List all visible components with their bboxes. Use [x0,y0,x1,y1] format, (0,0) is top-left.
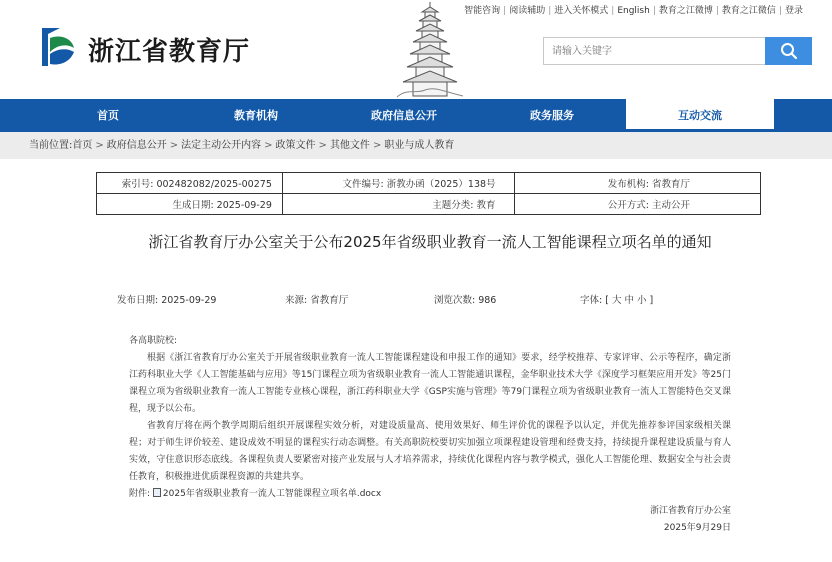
breadcrumb-item-gov-info[interactable]: 政府信息公开 [106,140,167,151]
info-doc-no: 文件编号: 浙教办函（2025）138号 [282,173,514,194]
attachment-label: 附件: [129,489,151,499]
top-link-weibo[interactable]: 教育之江微博 [658,6,713,16]
search-input[interactable] [543,37,765,65]
top-link-reading-aid[interactable]: 阅读辅助 [509,6,546,16]
document-info-table [96,172,761,215]
info-open-mode: 公开方式: 主动公开 [514,194,760,215]
breadcrumb-item-other[interactable]: 其他文件 [329,140,370,151]
pagoda-illustration-icon [395,0,465,99]
breadcrumb-item-policy[interactable]: 政策文件 [275,140,316,151]
breadcrumb-item-vocational[interactable]: 职业与成人教育 [384,140,455,151]
article-body [129,333,731,537]
site-name[interactable]: 浙江省教育厅 [88,37,251,67]
site-logo-icon[interactable] [34,24,80,70]
article-salutation: 各高职院校: [129,336,178,346]
nav-item-institutions[interactable]: 教育机构 [234,109,278,122]
nav-item-interaction[interactable]: 互动交流 [626,99,774,132]
search-button[interactable] [765,37,812,65]
article-title: 浙江省教育厅办公室关于公布2025年省级职业教育一流人工智能课程立项名单的通知 [148,233,712,251]
article-publish-date: 发布日期: 2025-09-29 [117,295,217,306]
info-topic: 主题分类: 教育 [282,194,514,215]
article-paragraph: 省教育厅将在两个教学周期后组织开展课程实效分析，对建设质量高、使用效果好、师生评价优的课程予以认定，并优先推荐参评国家级相关课程；对于师生评价较差、建设成效不明显的课程实行动态调整。有关高职院校要切实加强立项课程建设管理和经费支持，持续提升课程建设质量与育人实效，守住意识形态底线。各课程负责人要紧密对接产业发展与人才培养需求，持续优化课程内容与教学模式，强化人工智能伦理、数据安全与社会责任教育，积极推进优质课程资源的共建共享。 [129,421,731,482]
info-created-date: 生成日期: 2025-09-29 [97,194,283,215]
info-issuer: 发布机构: 省教育厅 [514,173,760,194]
article-source: 来源: 省教育厅 [285,295,349,306]
main-nav [0,99,832,132]
document-icon [153,488,161,497]
breadcrumb-item-home[interactable]: 首页 [72,140,93,151]
top-link-care-mode[interactable]: 进入关怀模式 [554,6,609,16]
article-views: 浏览次数: 986 [434,295,497,306]
breadcrumb-prefix: 当前位置: [29,140,73,151]
top-link-smart-consult[interactable]: 智能咨询 [464,6,501,16]
nav-item-gov-info[interactable]: 政府信息公开 [371,109,437,122]
attachment-line [129,486,731,503]
top-utility-links: 智能咨询 | 阅读辅助 | 进入关怀模式 | English | 教育之江微博 | 教育之江微信 | 登录 [461,3,806,16]
breadcrumb-item-statutory[interactable]: 法定主动公开内容 [181,140,262,151]
site-header [0,0,832,99]
font-size-switcher[interactable]: 字体: [ 大 中 小 ] [580,295,654,306]
info-index-no: 索引号: 002482082/2025-00275 [97,173,283,194]
attachment-link[interactable]: 2025年省级职业教育一流人工智能课程立项名单.docx [162,489,382,499]
top-link-english[interactable]: English [617,6,650,16]
signature-org: 浙江省教育厅办公室 [649,506,731,516]
article-paragraph: 根据《浙江省教育厅办公室关于开展省级职业教育一流人工智能课程建设和申报工作的通知》要求，经学校推荐、专家评审、公示等程序，确定浙江药科职业大学《人工智能基础与应用》等15门课程立项为省级职业教育一流人工智能通识课程，金华职业技术大学《深度学习框架应用开发》等25门课程立项为省级职业教育一流人工智能专业核心课程，浙江药科职业大学《GSP实施与管理》等79门课程立项为省级职业教育一流人工智能特色交叉课程，现予以公布。 [129,353,731,414]
top-link-login[interactable]: 登录 [784,6,803,16]
breadcrumb: 当前位置:首页 > 政府信息公开 > 法定主动公开内容 > 政策文件 > 其他文件 > 职业与成人教育 [0,132,832,159]
nav-item-home[interactable]: 首页 [97,109,119,122]
search-icon [780,42,798,60]
signature-date: 2025年9月29日 [663,523,731,533]
nav-item-gov-service[interactable]: 政务服务 [530,109,574,122]
top-link-wechat[interactable]: 教育之江微信 [721,6,776,16]
